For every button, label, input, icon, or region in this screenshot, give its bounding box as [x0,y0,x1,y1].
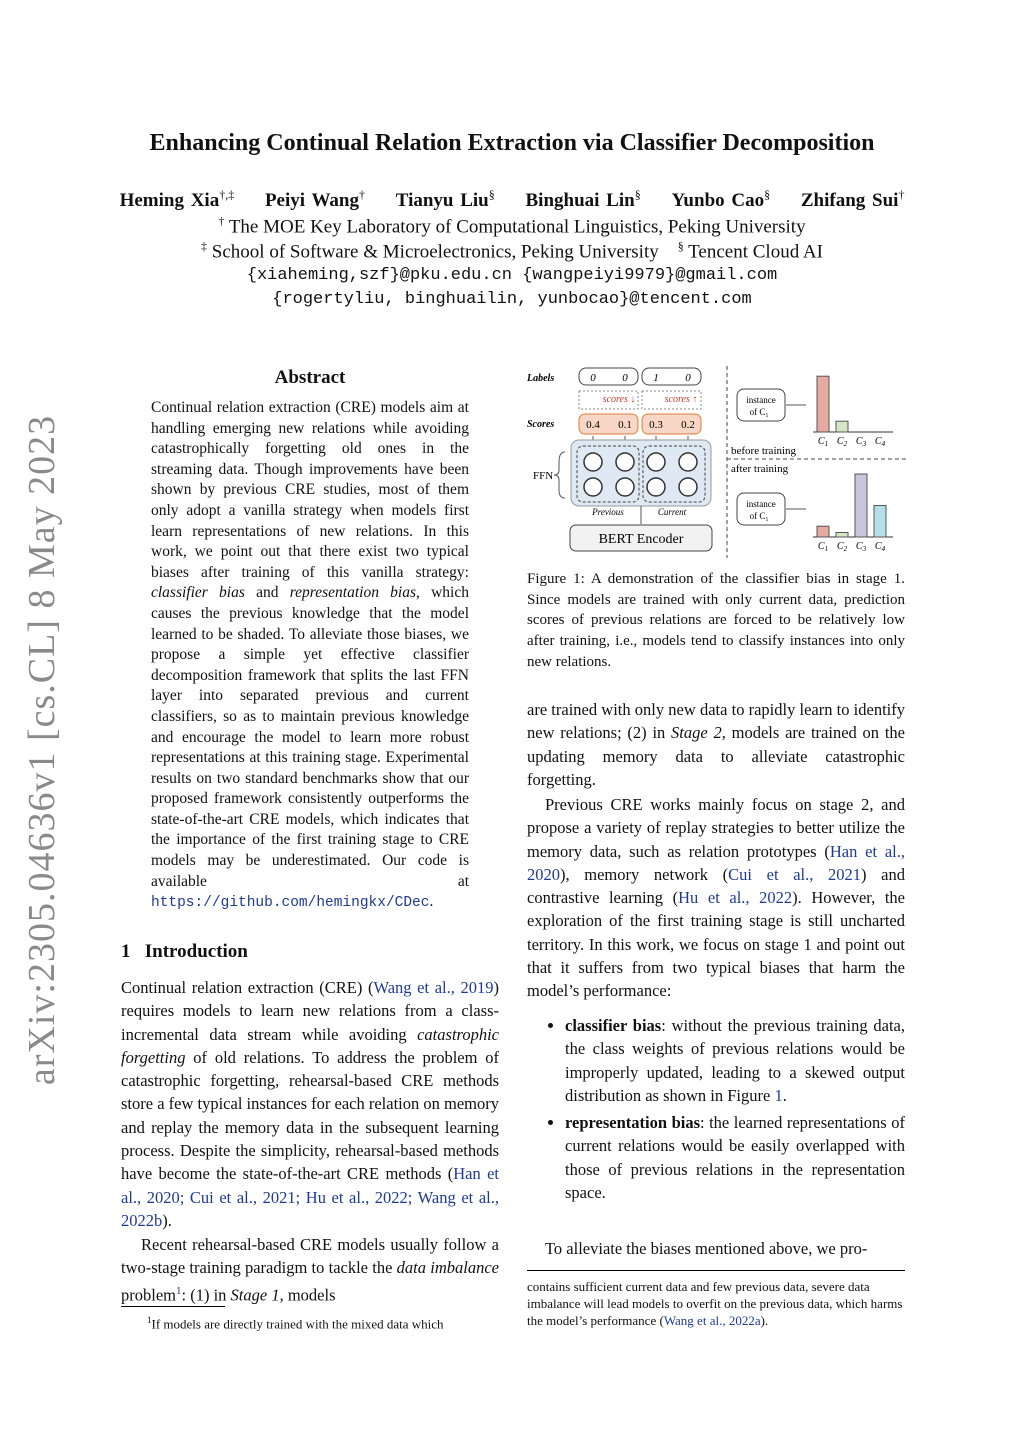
bias-list [527,1014,905,1208]
intro-paragraph-2: Recent rehearsal-based CRE models usually follow a two-stage training paradigm to tackle the data imbalance problem$^1$: (1) in Stage 1, models [121,1235,499,1305]
paper-title: Enhancing Continual Relation Extraction via Classifier Decomposition [149,130,875,156]
abstract-text: Continual relation extraction (CRE) models aim at handling emerging new relations while avoiding catastrophically forgetting old ones in the streaming data. Though improvements have been shown by previous CRE studies, most of them only adopt a vanilla strategy when models first learn representations of new relations. In this work, we point out that there exist two typical biases after training of this vanilla strategy: classifier bias and representation bias, which causes the previous knowledge that the model learned to be shaded. To alleviate those biases, we propose a simple yet effective classifier decomposition framework that splits the last FFN layer into separated previous and current classifiers, so as to maintain previous knowledge and encourage the model to learn more robust representations at this training stage. Experimental results on two standard benchmarks show that our proposed framework consistently outperforms the state-of-the-art CRE models, which indicates that the importance of the first training stage to CRE models may be underestimated. Our code is available at https://github.com/hemingkx/CDec. [151,399,469,912]
label-value: 0 [590,372,596,384]
before-tick-label: $C_1$ [817,436,829,448]
after-bar-c4 [874,506,886,538]
author-list [0,188,1024,212]
section-heading-introduction: 1 Introduction [121,941,248,962]
score-value: 0.2 [681,419,695,431]
footnote-rule-right [527,1270,905,1271]
code-link[interactable]: https://github.com/hemingkx/CDec [151,895,430,912]
instance-text: instance [746,499,776,509]
labels-prev-box [579,368,638,385]
scores-up-note: scores ↑ [664,394,698,405]
right-paragraph-1: are trained with only new data to rapidly learn to identify new relations; (2) in Stage 2, models are trained on the updating memory data to alleviate catastrophic forgetting. [527,700,905,789]
citation[interactable]: Wang et al., 2019 [373,978,494,997]
citation[interactable]: Hu et al., 2022 [678,888,793,908]
after-tick-label: $C_3$ [855,541,867,553]
labels-row-label: Labels [527,373,555,384]
footnote-rule [121,1306,225,1307]
ffn-brace [554,452,565,498]
before-bar-c1 [817,376,829,432]
author: Zhifang Sui† [800,188,905,212]
after-tick-label: $C_2$ [836,541,848,553]
after-training-label: after training [731,463,789,475]
ffn-label: FFN [533,470,554,482]
arxiv-id: arXiv:2305.04636v1 [cs.CL] 8 May 2023 [21,414,63,1086]
figure-1-caption: Figure 1: A demonstration of the classifier bias in stage 1. Since models are trained with only current data, prediction scores of previous relations are forced to be relatively low after training, i.e., models tend to classify instances into only new relations. [527,571,905,670]
after-tick-label: $C_4$ [874,541,886,553]
instance-class: of $C_1$ [749,511,769,523]
intro-paragraph-1: Continual relation extraction (CRE) (Wang et al., 2019) requires models to learn new relations from a class-incremental data stream while avoiding catastrophic forgetting of old relations. To address the problem of catastrophic forgetting, rehearsal-based CRE methods store a few typical instances for each relation on memory and replay the memory data in the subsequent learning process. Despite the simplicity, rehearsal-based methods have become the state-of-the-art CRE methods (Han et al., 2020; Cui et al., 2021; Hu et al., 2022; Wang et al., 2022b). [121,978,499,1230]
label-value: 1 [653,372,659,384]
right-paragraph-3: To alleviate the biases mentioned above, we pro- [545,1239,868,1258]
author: Heming Xia†,‡ [119,188,235,212]
before-tick-label: $C_2$ [836,436,848,448]
score-value: 0.3 [649,419,663,431]
before-tick-label: $C_4$ [874,436,886,448]
author: Yunbo Cao§ [671,188,771,212]
bar-chart-after [813,474,893,553]
before-tick-label: $C_3$ [855,436,867,448]
affiliation-1: † The MOE Key Laboratory of Computational Linguistics, Peking University [218,214,806,238]
previous-label: Previous [592,507,624,517]
citation[interactable]: Han et al., 2020; Cui et al., 2021; Hu et al., 2022; Wang et al., 2022b [121,1164,499,1230]
instance-text: instance [746,395,776,405]
footnote-ref[interactable]: 1 [176,1284,182,1297]
after-bar-c3 [855,474,867,537]
score-value: 0.4 [586,419,600,431]
figure-ref[interactable]: 1 [774,1085,783,1105]
labels-curr-box [642,368,701,385]
current-label: Current [657,507,687,517]
author: Tianyu Liu§ [395,188,495,212]
bias-item-representation: • representation bias: the learned representations of current relations would be easily overlapped with those of previous relations in the representation space. [565,1111,905,1204]
author: Peiyi Wang† [264,188,365,212]
citation[interactable]: Han et al., 2020 [527,841,905,884]
before-bar-c2 [836,421,848,432]
figure-1-diagram [521,362,911,562]
instance-class: of $C_1$ [749,407,769,419]
affiliation-2-3: ‡ School of Software & Microelectronics, Peking University § Tencent Cloud AI [201,239,823,263]
label-value: 0 [685,372,691,384]
after-bar-c2 [836,533,848,538]
scores-row-label: Scores [527,419,555,430]
citation[interactable]: Cui et al., 2021 [728,864,862,884]
before-training-label: before training [731,445,797,457]
right-paragraph-2: Previous CRE works mainly focus on stage 2, and propose a variety of replay strategies to better utilize the memory data, such as relation prototypes (Han et al., 2020), memory network (Cui et al., 2021) and contrastive learning (Hu et al., 2022). However, the exploration of the first training stage is still uncharted territory. In this work, we focus on stage 1 and point out that it suffers from two typical biases that harm the model’s performance: [527,795,906,1001]
bar-chart-before [813,376,893,448]
footnote-1-continued: contains sufficient current data and few previous data, severe data imbalance will lead models to overfit on the previous data, which harms the model’s performance (Wang et al., 2022a). [527,1279,903,1328]
score-value: 0.1 [618,419,632,431]
abstract-heading: Abstract [274,367,346,388]
email-line-2: {rogertyliu, binghuailin, yunbocao}@tencent.com [272,290,752,309]
email-line-1: {xiaheming,szf}@pku.edu.cn {wangpeiyi9979}@gmail.com [246,266,778,285]
author: Binghuai Lin§ [525,188,641,212]
label-value: 0 [622,372,628,384]
after-bar-c1 [817,526,829,537]
after-tick-label: $C_1$ [817,541,829,553]
citation[interactable]: Wang et al., 2022a [663,1313,761,1328]
bert-encoder-label: BERT Encoder [598,532,684,547]
footnote-1: $^1$If models are directly trained with the mixed data which [147,1315,444,1332]
arxiv-sidebar [14,414,70,1086]
bias-item-classifier: • classifier bias: without the previous training data, the class weights of previous relations would be improperly updated, leading to a skewed output distribution as shown in Figure 1. [565,1014,905,1107]
scores-down-note: scores ↓ [602,394,636,405]
